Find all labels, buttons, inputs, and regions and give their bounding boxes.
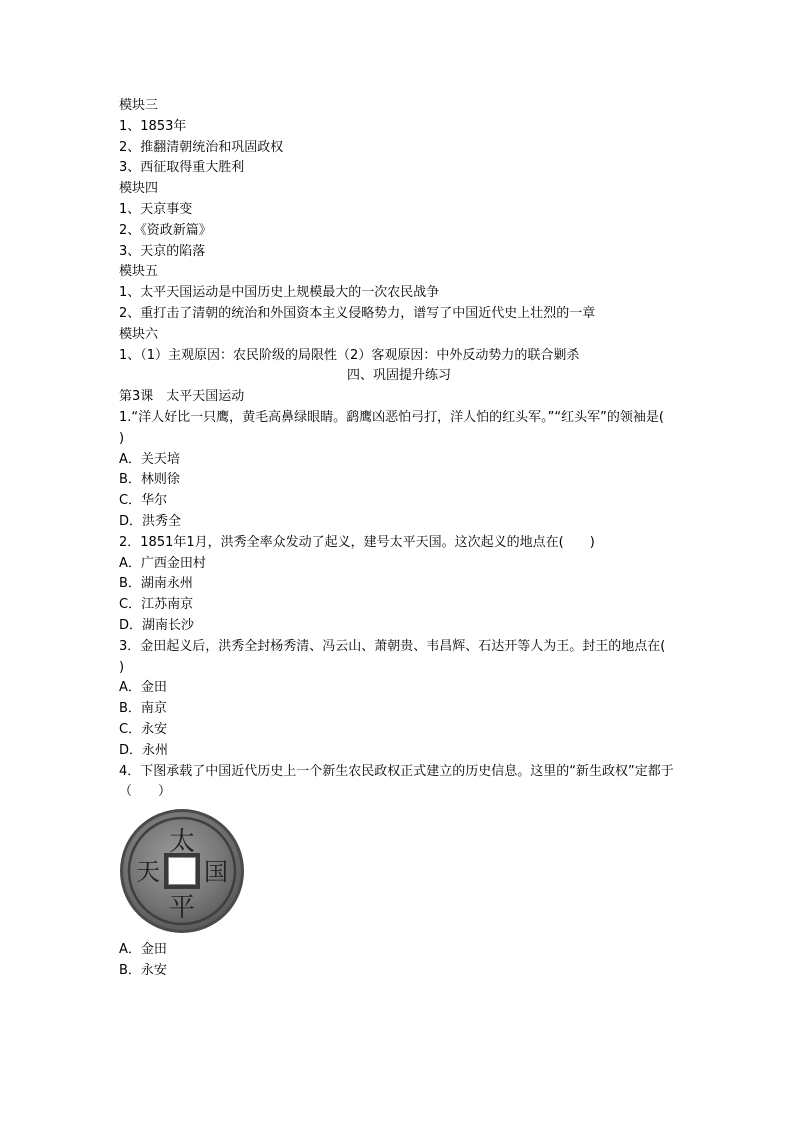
lesson-title: 第3课 太平天国运动 — [119, 389, 245, 405]
module-4-title: 模块四 — [119, 181, 159, 197]
question-4-stem: 4．下图承载了中国近代历史上一个新生农民政权正式建立的历史信息。这里的“新生政权”定都于 （ ） — [119, 763, 674, 800]
coin-char-right: 国 — [204, 858, 228, 887]
coin-svg — [119, 808, 245, 934]
question-1-option-a: A．关天培 — [119, 451, 180, 467]
module-3-item-2: 2、推翻清朝统治和巩固政权 — [119, 139, 284, 155]
question-2-option-a: A．广西金田村 — [119, 555, 206, 571]
question-1-option-b: B．林则徐 — [119, 472, 180, 488]
module-5-item-1: 1、太平天国运动是中国历史上规模最大的一次农民战争 — [119, 285, 440, 301]
question-3-option-a: A．金田 — [119, 680, 167, 696]
question-1-stem: 1.“洋人好比一只鹰，黄毛高鼻绿眼睛。鹞鹰凶恶怕弓打，洋人怕的红头军。”“红头军”的领袖是( ) — [119, 409, 690, 446]
module-4-item-2: 2、《资政新篇》 — [119, 222, 212, 238]
module-4-item-1: 1、天京事变 — [119, 201, 193, 217]
question-1-option-d: D．洪秀全 — [119, 513, 182, 529]
coin-char-bottom: 平 — [168, 893, 196, 924]
question-3-option-b: B．南京 — [119, 701, 167, 717]
question-4-option-a: A．金田 — [119, 942, 167, 958]
question-2-option-c: C．江苏南京 — [119, 597, 194, 613]
coin-square-hole — [169, 858, 195, 884]
document-page — [119, 96, 692, 982]
module-4-item-3: 3、天京的陷落 — [119, 243, 206, 259]
taiping-coin-image — [119, 808, 245, 934]
coin-char-left: 天 — [136, 858, 160, 887]
question-4-option-b: B．永安 — [119, 962, 167, 978]
question-3-stem: 3．金田起义后，洪秀全封杨秀清、冯云山、萧朝贵、韦昌辉、石达开等人为王。封王的地点在( ) — [119, 638, 692, 675]
module-5-title: 模块五 — [119, 264, 159, 280]
module-6-title: 模块六 — [119, 326, 159, 342]
module-6-item-1: 1、（1）主观原因：农民阶级的局限性（2）客观原因：中外反动势力的联合剿杀 — [119, 347, 580, 363]
question-2-stem: 2．1851年1月，洪秀全率众发动了起义，建号太平天国。这次起义的地点在( ) — [119, 534, 595, 550]
module-3-item-1: 1、1853年 — [119, 118, 187, 134]
question-3-option-d: D．永州 — [119, 742, 169, 758]
question-2-option-b: B．湖南永州 — [119, 576, 193, 592]
module-5-item-2: 2、重打击了清朝的统治和外国资本主义侵略势力，谱写了中国近代史上壮烈的一章 — [119, 305, 596, 321]
question-2-option-d: D．湖南长沙 — [119, 617, 195, 633]
question-1-option-c: C．华尔 — [119, 493, 168, 509]
module-3-item-3: 3、西征取得重大胜利 — [119, 160, 245, 176]
section-heading: 四、巩固提升练习 — [346, 368, 451, 384]
coin-char-top: 太 — [168, 827, 196, 858]
module-3-title: 模块三 — [119, 98, 159, 113]
question-3-option-c: C．永安 — [119, 721, 168, 737]
